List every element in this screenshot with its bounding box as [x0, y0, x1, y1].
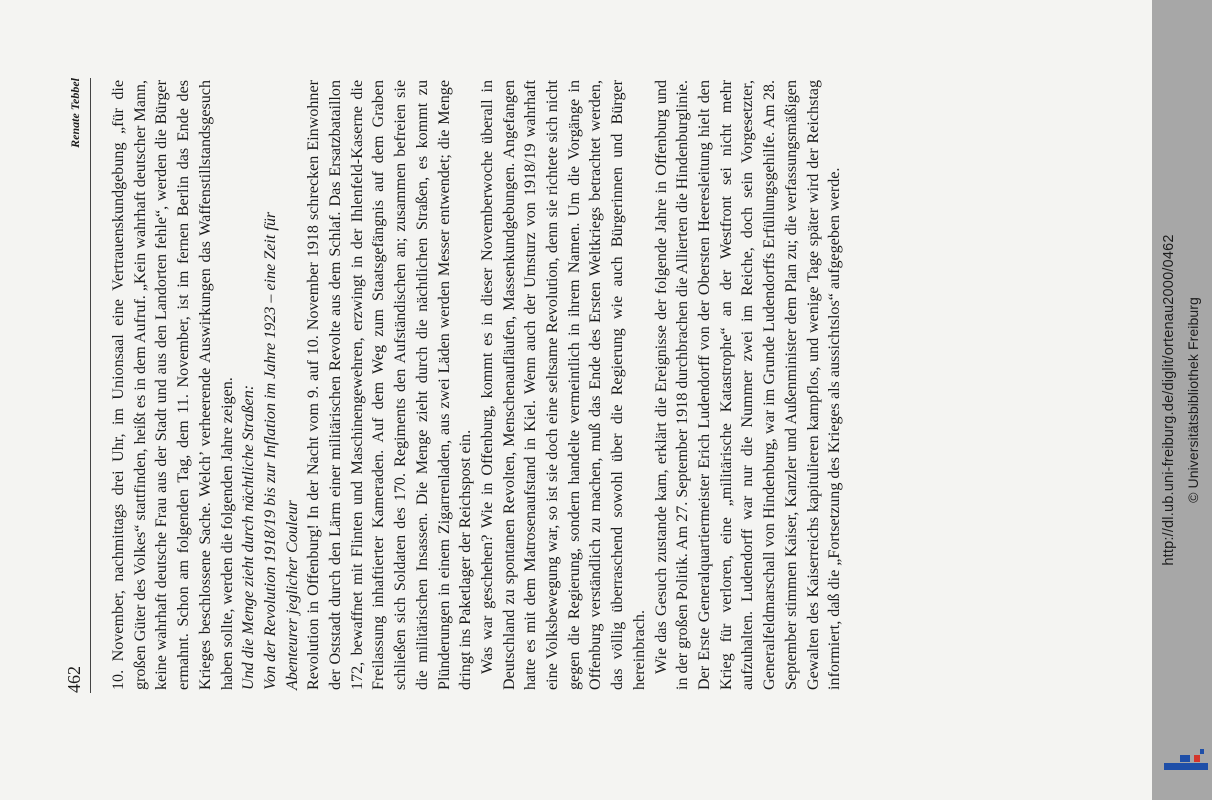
intro-paragraph: 10. November, nachmittags drei Uhr, im Unionsaal eine Vertrauenskundgebung „für die großen Güter des Volkes“ stattfinden, heißt es in dem Aufruf. „Kein wahrhaft deutscher Mann, keine wahrhaft deutsche Frau aus der Stadt und aus den Landorten fehle“, werden die Bürger ermahnt. Schon am folgenden Tag, dem 11. November, ist im fernen Berlin das Ende des Krieges beschlossene Sache. Welch’ verheerende Auswirkungen das Waffenstillstandsgesuch haben sollte, werden die folgenden Jahre zeigen. [110, 80, 236, 690]
ub-freiburg-logo-icon [1164, 749, 1208, 773]
section-heading-line-3: Abenteurer jeglicher Couleur [283, 500, 301, 690]
body-paragraph-1: Revolution in Offenburg! In der Nacht vom 9. auf 10. November 1918 schrecken Einwohner der Oststadt durch den Lärm einer militärischen Revolte aus dem Schlaf. Das Ersatzbataillon 172, bewaffnet mit Flinten und Maschinengewehren, erzwingt in der Ihlenfeld-Kaserne die Freilassung inhaftierter Kameraden. Auf dem Weg zum Staatsgefängnis auf dem Graben schließen sich Soldaten des 170. Regiments den Aufständischen an; zusammen befreien sie die militärischen Insassen. Die Menge zieht durch die nächtlichen Straßen, es kommt zu Plünderungen in einem Zigarrenladen, aus zwei Läden werden Messer entwendet; die Menge dringt ins Paketlager der Reichspost ein. [305, 80, 475, 690]
source-url-link[interactable]: http://dl.ub.uni-freiburg.de/diglit/ortenau2000/0462 [1161, 234, 1177, 566]
logo-bar-short [1180, 755, 1190, 762]
running-author: Renate Tebbel [68, 78, 82, 148]
body-paragraph-3: Wie das Gesuch zustande kam, erklärt die Ereignisse der folgende Jahre in Offenburg und in der großen Politik. Am 27. September 1918 durchbrachen die Allierten die Hindenburglinie. Der Erste Generalquartiermeister Erich Ludendorff von der Obersten Heeresleitung hielt den Krieg für verloren, eine „militärische Katastrophe“ an der Westfront sei nicht mehr aufzuhalten. Ludendorff war nur die Nummer zwei im Reiche, doch sein Vorgesetzter, Generalfeldmarschall von Hindenburg, war im Grunde Ludendorffs Erfüllungsgehilfe. Am 28. September stimmen Kaiser, Kanzler und Außenminister dem Plan zu; die verfassungsmäßigen Gewalten des Kaiserreichs kapitulieren kampflos, und wenige Tage später wird der Reichstag informiert, daß die „Fortsetzung des Krieges als aussichtslos“ aufgegeben werde. [652, 80, 844, 690]
viewer-side-strip [1152, 0, 1212, 800]
logo-bar-long [1164, 763, 1208, 770]
section-heading [238, 80, 303, 690]
article-body [108, 80, 846, 690]
logo-red-block [1194, 755, 1200, 762]
section-heading-line-2: Von der Revolution 1918/19 bis zur Inflation im Jahre 1923 – eine Zeit für [261, 211, 279, 690]
copyright-notice: © Universitätsbibliothek Freiburg [1185, 297, 1201, 503]
section-heading-line-1: Und die Menge zieht durch nächtliche Straßen: [240, 384, 258, 690]
page-header [60, 78, 91, 693]
page-number: 462 [64, 666, 84, 693]
logo-graphic [1164, 749, 1208, 773]
body-paragraph-2: Was war geschehen? Wie in Offenburg, kommt es in dieser Novemberwoche überall in Deutschland zu spontanen Revolten, Menschenaufläufen, Massenkundgebungen. Angefangen hatte es mit dem Matrosenaufstand in Kiel. Wenn auch der Umsturz von 1918/19 wahrhaft eine Volksbewegung war, so ist sie doch eine seltsame Revolution, denn sie richtete sich nicht gegen die Regierung, sondern handelte vermeintlich in ihrem Namen. Um die Vorgänge in Offenburg verständlich zu machen, muß das Ende des Ersten Weltkriegs betrachtet werden, das völlig überraschend sowohl über die Regierung wie auch Bürgerinnen und Bürger hereinbrach. [478, 80, 648, 690]
logo-small-block [1200, 749, 1204, 754]
